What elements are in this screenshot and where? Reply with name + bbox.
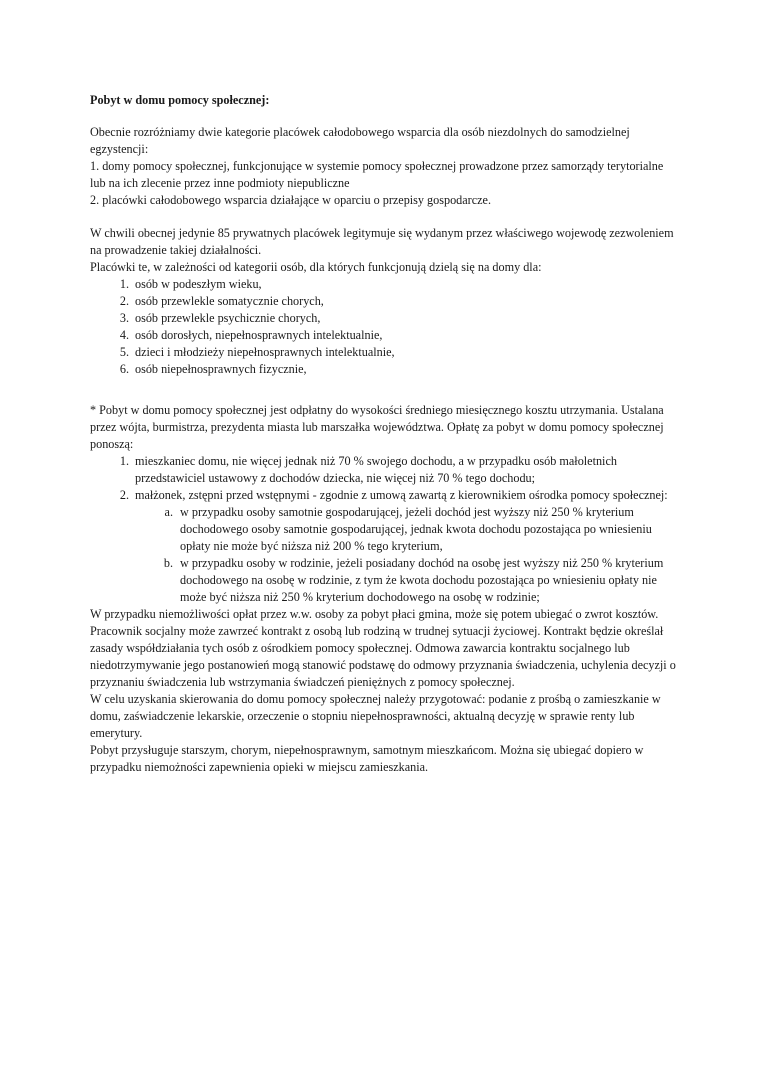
intro-paragraph: Obecnie rozróżniamy dwie kategorie placówek całodobowego wsparcia dla osób niezdolnych do samodzielnej egzystencji: <box>90 125 630 156</box>
fees-paragraph: * Pobyt w domu pomocy społecznej jest odpłatny do wysokości średniego miesięcznego kosztu utrzymania. Ustalana przez wójta, burmistrza, prezydenta miasta lub marszałka województwa. Opłatę za pobyt w domu pomocy społecznej ponoszą: <box>90 403 664 451</box>
private-facilities-section <box>90 225 680 378</box>
private-paragraph: W chwili obecnej jedynie 85 prywatnych placówek legitymuje się wydanym przez właściwego wojewodę zezwoleniem na prowadzenie takiej działalności. <box>90 226 674 257</box>
municipality-paragraph: W przypadku niemożliwości opłat przez w.w. osoby za pobyt płaci gmina, może się potem ubiegać o zwrot kosztów. <box>90 607 659 621</box>
list-item-text: osób niepełnosprawnych fizycznie, <box>135 362 307 376</box>
list-item <box>90 310 680 327</box>
list-item-text: osób przewlekle psychicznie chorych, <box>135 311 321 325</box>
list-item-text: osób dorosłych, niepełnosprawnych intelektualnie, <box>135 328 383 342</box>
list-item-text: osób w podeszłym wieku, <box>135 277 262 291</box>
list-item-text: osób przewlekle somatycznie chorych, <box>135 294 324 308</box>
list-item <box>90 327 680 344</box>
categories-list <box>90 276 680 378</box>
intro-section <box>90 124 680 209</box>
list-item-text: małżonek, zstępni przed wstępnymi - zgodnie z umową zawartą z kierownikiem ośrodka pomocy społecznej: <box>135 488 668 502</box>
list-item <box>90 487 680 504</box>
list-marker: b. <box>163 556 173 570</box>
list-item <box>90 293 680 310</box>
list-marker: a. <box>164 505 173 519</box>
spouse-conditions-list <box>90 504 680 606</box>
intro-item-2: 2. placówki całodobowego wsparcia działające w oparciu o przepisy gospodarcze. <box>90 193 492 207</box>
contract-paragraph: Pracownik socjalny może zawrzeć kontrakt z osobą lub rodziną w trudnej sytuacji życiowej. Kontrakt będzie określał zasady współdziałania tych osób z ośrodkiem pomocy społecznej. Odmowa zawarcia kontraktu socjalnego lub niedotrzymywanie jego postanowień mogą stanowić podstawę do odmowy przyznania świadczenia, uchylenia decyzji o przyznaniu świadczenia lub wstrzymania świadczeń pieniężnych z pomocy społecznej. <box>90 624 676 689</box>
eligibility-paragraph: Pobyt przysługuje starszym, chorym, niepełnosprawnym, samotnym mieszkańcom. Można się ubiegać dopiero w przypadku niemożności zapewnienia opieki w miejscu zamieszkania. <box>90 743 644 774</box>
list-item-text: dzieci i młodzieży niepełnosprawnych intelektualnie, <box>135 345 395 359</box>
list-item <box>90 344 680 361</box>
list-marker: 1. <box>119 277 129 291</box>
list-marker: 3. <box>119 311 129 325</box>
referral-paragraph: W celu uzyskania skierowania do domu pomocy społecznej należy przygotować: podanie z prośbą o zamieszkanie w domu, zaświadczenie lekarskie, orzeczenie o stopniu niepełnosprawności, aktualną decyzję w sprawie renty lub emerytury. <box>90 692 661 740</box>
list-item-text: mieszkaniec domu, nie więcej jednak niż 70 % swojego dochodu, a w przypadku osób małoletnich przedstawiciel ustawowy z dochodów dziecka, nie więcej niż 70 % tego dochodu; <box>135 454 617 485</box>
list-item-text: w przypadku osoby w rodzinie, jeżeli posiadany dochód na osobę jest wyższy niż 250 % kryterium dochodowego na osobę w rodzinie, z tym że kwota dochodu pozostająca po wniesieniu opłaty nie może być niższa niż 250 % kryterium dochodowego na osobę w rodzinie; <box>180 556 664 604</box>
list-item <box>90 555 680 606</box>
list-marker: 6. <box>119 362 129 376</box>
categories-paragraph: Placówki te, w zależności od kategorii osób, dla których funkcjonują dzielą się na domy dla: <box>90 260 542 274</box>
list-marker: 2. <box>119 294 129 308</box>
list-item <box>90 453 680 487</box>
document-title: Pobyt w domu pomocy społecznej: <box>90 93 270 107</box>
intro-item-1: 1. domy pomocy społecznej, funkcjonujące w systemie pomocy społecznej prowadzone przez samorządy terytorialne lub na ich zlecenie przez inne podmioty niepubliczne <box>90 159 664 190</box>
list-marker: 2. <box>119 488 129 502</box>
fees-section <box>90 402 680 776</box>
list-item-text: w przypadku osoby samotnie gospodarującej, jeżeli dochód jest wyższy niż 250 % kryterium dochodowego osoby samotnie gospodarującej, jednak kwota dochodu pozostająca po wniesieniu opłaty nie może być niższa niż 200 % tego kryterium, <box>180 505 652 553</box>
list-marker: 4. <box>119 328 129 342</box>
list-marker: 5. <box>119 345 129 359</box>
list-item <box>90 504 680 555</box>
list-item <box>90 276 680 293</box>
list-marker: 1. <box>119 454 129 468</box>
payers-list <box>90 453 680 504</box>
list-item <box>90 361 680 378</box>
